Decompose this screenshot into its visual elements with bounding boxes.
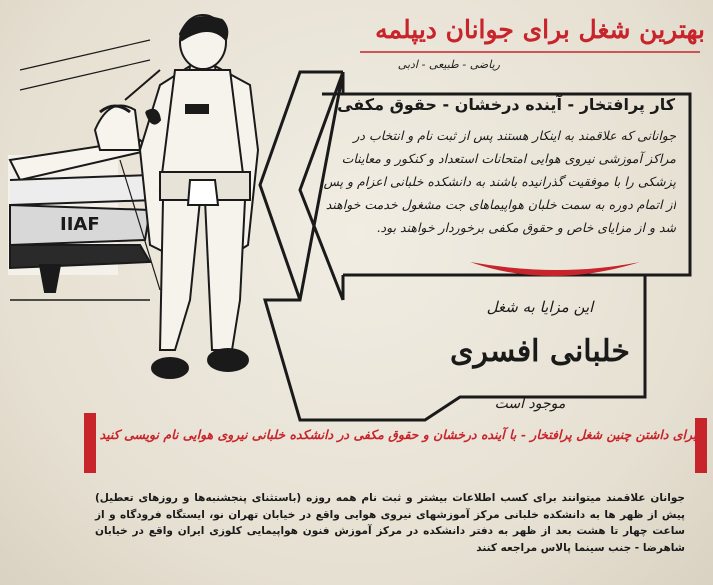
subline: ریاضی - طبیعی - ادبی [397, 58, 500, 71]
box-title: کار پرافتخار - آینده درخشان - حقوق مکفی [337, 95, 675, 114]
pilot-illustration [140, 15, 258, 378]
red-tagline: برای داشتن چنین شغل پرافتخار - با آینده درخشان و حقوق مکفی در دانشکده خلبانی نیروی هوایی نام نویسی کنید [99, 427, 697, 442]
fine-print: جوانان علاقمند میتوانند برای کسب اطلاعات بیشتر و ثبت نام همه روزه (باستثنای پنجشنبه‌ها و روزهای تعطیل) پیش از ظهر ها به دانشکده خلبانی مرکز آموزشهای نیروی هوایی واقع در خیابان تهران نو، ایستگاه فرودگاه و از ساعت چهار تا هشت بعد از ظهر به دفتر دانشکده در مرکز آموزش فنون هواپیمایی کلوزی ایران واقع در خیابان شاهرضا - جنب سینما پالاس مراجعه کنند [95, 492, 685, 554]
job-title: خلبانی افسری [450, 334, 630, 369]
benefits-line: این مزایا به شغل [486, 298, 594, 316]
plane-marking: IIAF [60, 214, 100, 235]
jet-illustration [8, 40, 160, 300]
red-bar-left [84, 413, 96, 473]
available-line: موجود است [494, 396, 566, 412]
box-body: جوانانی که علاقمند به اینکار هستند پس از ثبت نام و انتخاب در مراکز آموزشی نیروی هوایی امتحانات استعداد و کنکور و معاینات پزشکی را با موفقیت گذرانیده باشند به دانشکده خلبانی اعزام و پس از اتمام دوره به سمت خلبان هواپیماهای جت مشغول خدمت خواهند شد و از مزایای خاص و حقوق مکفی برخوردار خواهند بود. [323, 128, 676, 235]
headline: بهترین شغل برای جوانان دیپلمه [375, 15, 705, 44]
